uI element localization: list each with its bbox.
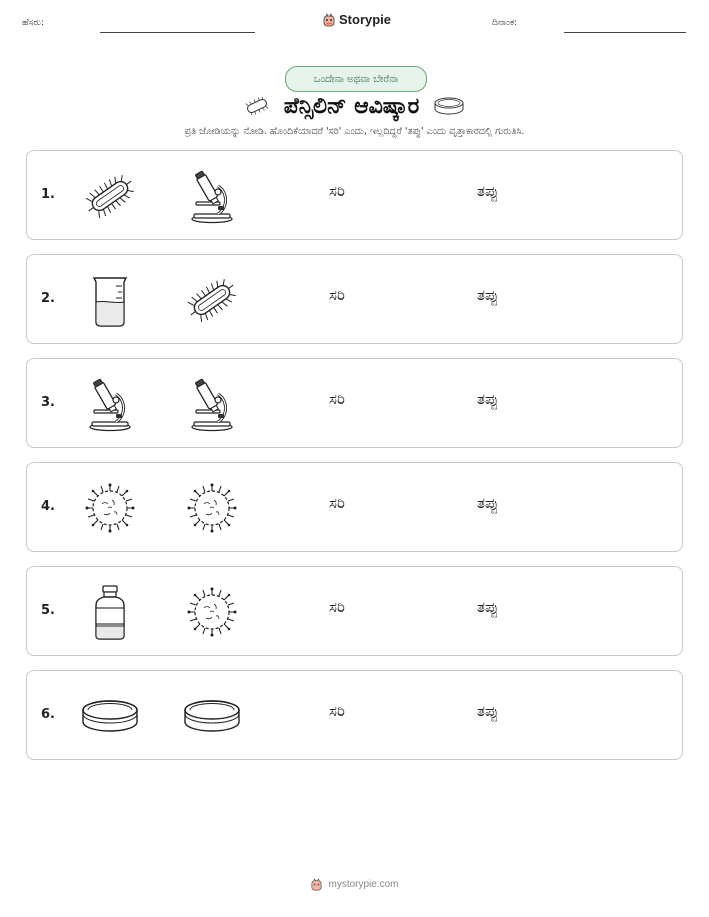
row-number: 1.	[41, 187, 55, 202]
mold-spore-icon	[181, 582, 243, 642]
same-option[interactable]: ಸರಿ	[329, 286, 345, 304]
microscope-icon	[79, 374, 141, 434]
different-option[interactable]: ತಪ್ಪು	[477, 702, 499, 720]
row-number: 4.	[41, 499, 55, 514]
name-label: ಹೆಸರು:	[22, 18, 45, 28]
same-option[interactable]: ಸರಿ	[329, 598, 345, 616]
date-label: ದಿನಾಂಕ:	[492, 18, 518, 28]
pair-row-2	[26, 254, 683, 344]
brand-logo	[322, 12, 391, 27]
worksheet-header	[0, 12, 709, 36]
different-option[interactable]: ತಪ್ಪು	[477, 494, 499, 512]
mold-spore-icon	[181, 478, 243, 538]
different-option[interactable]: ತಪ್ಪು	[477, 286, 499, 304]
bacteria-icon	[244, 97, 270, 115]
different-option[interactable]: ತಪ್ಪು	[477, 390, 499, 408]
petri-dish-icon	[433, 96, 465, 116]
same-option[interactable]: ಸರಿ	[329, 390, 345, 408]
row-number: 2.	[41, 291, 55, 306]
row-number: 5.	[41, 603, 55, 618]
petri-dish-icon	[181, 686, 243, 746]
bacteria-icon	[79, 166, 141, 226]
bacteria-icon	[181, 270, 243, 330]
pair-row-3	[26, 358, 683, 448]
date-line[interactable]	[564, 32, 686, 33]
instructions: ಪ್ರತಿ ಜೋಡಿಯನ್ನು ನೋಡಿ. ಹೊಂದಿಕೆಯಾದರೆ 'ಸರಿ' ಎಂದು, ಇಲ್ಲದಿದ್ದರೆ 'ತಪ್ಪು' ಎಂದು ವೃತ್ತಾಕಾರದಲ್ಲಿ ಗುರುತಿಸಿ.	[184, 126, 525, 137]
pair-row-5	[26, 566, 683, 656]
mold-spore-icon	[79, 478, 141, 538]
microscope-icon	[181, 374, 243, 434]
footer	[0, 878, 709, 891]
pair-row-1	[26, 150, 683, 240]
different-option[interactable]: ತಪ್ಪು	[477, 598, 499, 616]
brand-name: Storypie	[339, 12, 392, 27]
row-number: 6.	[41, 707, 55, 722]
footer-url[interactable]: mystorypie.com	[328, 879, 399, 890]
storypie-mascot-icon	[322, 13, 336, 27]
name-line[interactable]	[100, 32, 255, 33]
pair-row-6	[26, 670, 683, 760]
row-number: 3.	[41, 395, 55, 410]
worksheet-type-badge: ಒಂದೇನಾ ಅಥವಾ ಬೇರೆನಾ	[285, 66, 427, 92]
vial-icon	[79, 582, 141, 642]
title-row	[0, 90, 709, 122]
same-option[interactable]: ಸರಿ	[329, 702, 345, 720]
storypie-mascot-icon	[310, 878, 323, 891]
page-title: ಪೆನ್ಸಿಲಿನ್ ಆವಿಷ್ಕಾರ	[283, 93, 420, 119]
pair-row-4	[26, 462, 683, 552]
petri-dish-icon	[79, 686, 141, 746]
beaker-icon	[79, 270, 141, 330]
microscope-icon	[181, 166, 243, 226]
same-option[interactable]: ಸರಿ	[329, 182, 345, 200]
different-option[interactable]: ತಪ್ಪು	[477, 182, 499, 200]
same-option[interactable]: ಸರಿ	[329, 494, 345, 512]
